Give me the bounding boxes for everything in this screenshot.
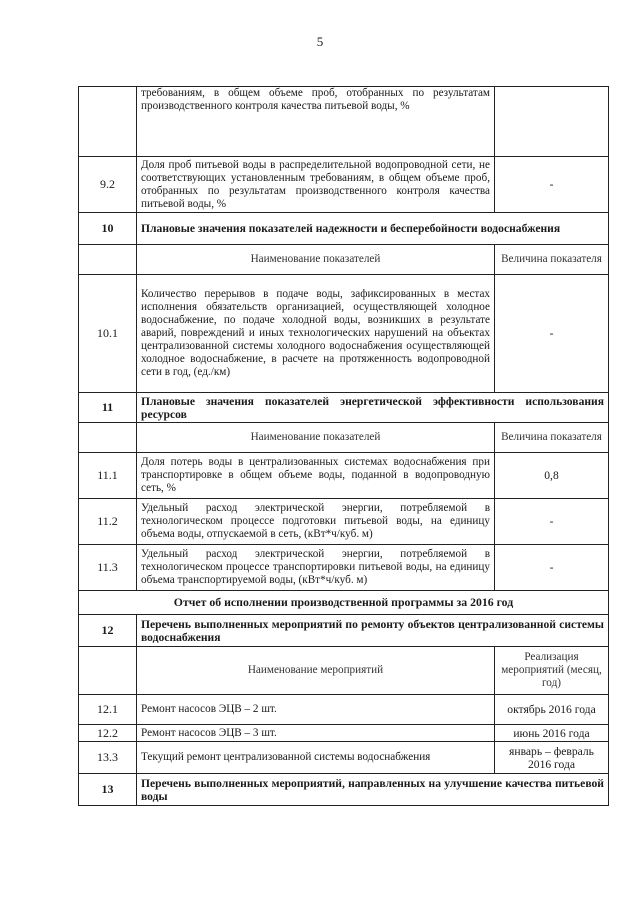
header-name: Наименование мероприятий <box>137 647 495 695</box>
row-number <box>79 87 137 157</box>
table-row <box>79 87 609 157</box>
report-title: Отчет об исполнении производственной программы за 2016 год <box>79 591 609 615</box>
header-value: Реализация мероприятий (месяц, год) <box>495 647 609 695</box>
row-value: 0,8 <box>495 453 609 499</box>
header-blank <box>79 245 137 275</box>
row-value: июнь 2016 года <box>495 725 609 742</box>
row-number: 11.3 <box>79 545 137 591</box>
row-text: Текущий ремонт централизованной системы водоснабжения <box>137 742 495 774</box>
row-value: - <box>495 275 609 393</box>
header-name: Наименование показателей <box>137 423 495 453</box>
section-title: Плановые значения показателей энергетической эффективности использования ресурсов <box>137 393 609 423</box>
indicators-table <box>78 86 609 806</box>
section-number: 13 <box>79 774 137 806</box>
header-name: Наименование показателей <box>137 245 495 275</box>
table-row <box>79 545 609 591</box>
section-number: 12 <box>79 615 137 647</box>
section-title: Перечень выполненных мероприятий по ремонту объектов централизованной системы водоснабжения <box>137 615 609 647</box>
table-row <box>79 695 609 725</box>
row-text: Доля потерь воды в централизованных системах водоснабжения при транспортировке в общем объеме воды, поданной в водопроводную сеть, % <box>137 453 495 499</box>
header-row <box>79 647 609 695</box>
row-text: требованиям, в общем объеме проб, отобранных по результатам производственного контроля качества питьевой воды, % <box>137 87 495 157</box>
row-value: январь – февраль 2016 года <box>495 742 609 774</box>
row-number: 10.1 <box>79 275 137 393</box>
section-row <box>79 213 609 245</box>
row-number: 13.3 <box>79 742 137 774</box>
row-number: 12.1 <box>79 695 137 725</box>
row-value: - <box>495 499 609 545</box>
header-value: Величина показателя <box>495 245 609 275</box>
report-title-row <box>79 591 609 615</box>
table-row <box>79 499 609 545</box>
row-text: Удельный расход электрической энергии, потребляемой в технологическом процессе подготовки питьевой воды, на единицу объема воды, отпускаемой в сеть, (кВт*ч/куб. м) <box>137 499 495 545</box>
row-text: Ремонт насосов ЭЦВ – 3 шт. <box>137 725 495 742</box>
section-row <box>79 615 609 647</box>
header-row <box>79 245 609 275</box>
row-number: 11.1 <box>79 453 137 499</box>
row-number: 12.2 <box>79 725 137 742</box>
header-blank <box>79 647 137 695</box>
header-value: Величина показателя <box>495 423 609 453</box>
row-number: 11.2 <box>79 499 137 545</box>
row-text: Доля проб питьевой воды в распределительной водопроводной сети, не соответствующих установленным требованиям, в общем объеме проб, отобранных по результатам производственного контроля качества питьевой воды, % <box>137 157 495 213</box>
table-row <box>79 275 609 393</box>
header-row <box>79 423 609 453</box>
table-row <box>79 453 609 499</box>
row-text: Ремонт насосов ЭЦВ – 2 шт. <box>137 695 495 725</box>
section-number: 11 <box>79 393 137 423</box>
row-value: октябрь 2016 года <box>495 695 609 725</box>
section-title: Плановые значения показателей надежности и бесперебойности водоснабжения <box>137 213 609 245</box>
row-value: - <box>495 157 609 213</box>
page-number: 5 <box>316 34 324 49</box>
section-number: 10 <box>79 213 137 245</box>
row-value <box>495 87 609 157</box>
table-row <box>79 725 609 742</box>
section-row <box>79 774 609 806</box>
table-row <box>79 157 609 213</box>
row-text: Количество перерывов в подаче воды, зафиксированных в местах исполнения обязательств организацией, осуществляющей холодное водоснабжение, по подаче холодной воды, возникших в результате аварий, повреждений и иных технологических нарушений на объектах централизованной системы холодного водоснабжения осуществляющей холодное водоснабжение, в расчете на протяженность водопроводной сети в год, (ед./км) <box>137 275 495 393</box>
table-row <box>79 742 609 774</box>
section-row <box>79 393 609 423</box>
row-number: 9.2 <box>79 157 137 213</box>
row-text: Удельный расход электрической энергии, потребляемой в технологическом процессе транспортировки питьевой воды, на единицу объема транспортируемой воды, (кВт*ч/куб. м) <box>137 545 495 591</box>
section-title: Перечень выполненных мероприятий, направленных на улучшение качества питьевой воды <box>137 774 609 806</box>
row-value: - <box>495 545 609 591</box>
header-blank <box>79 423 137 453</box>
